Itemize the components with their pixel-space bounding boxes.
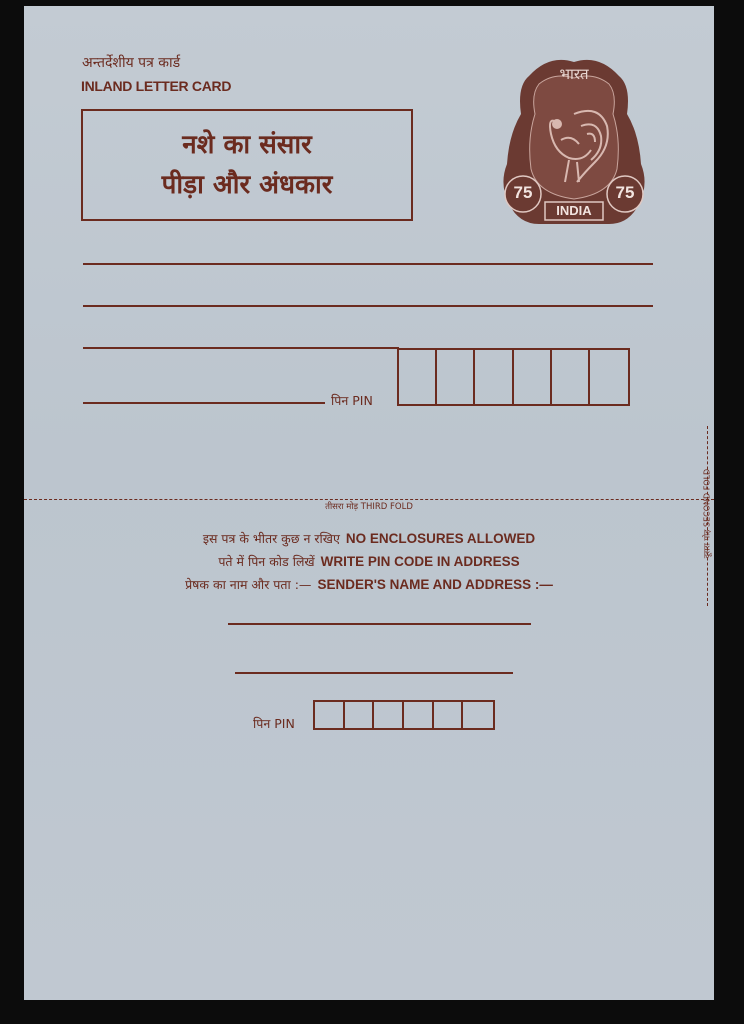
instruction-line-2	[24, 553, 714, 570]
stamp-country-english: INDIA	[556, 203, 592, 218]
inland-letter-card	[24, 6, 714, 1000]
pin-box[interactable]	[475, 350, 513, 404]
instruction-2-hindi: पते में पिन कोड लिखें	[218, 554, 315, 569]
address-line-2	[83, 305, 653, 307]
instruction-line-1	[24, 530, 714, 547]
sender-pin-box[interactable]	[463, 702, 493, 728]
sender-pin-box[interactable]	[404, 702, 434, 728]
sender-pin-box[interactable]	[434, 702, 464, 728]
address-line-3	[83, 347, 399, 349]
card-title-english: INLAND LETTER CARD	[81, 78, 232, 94]
sender-pin-box[interactable]	[315, 702, 345, 728]
sender-pin-box[interactable]	[345, 702, 375, 728]
third-fold-line	[24, 499, 714, 500]
instruction-3-english: SENDER'S NAME AND ADDRESS :—	[317, 577, 553, 592]
postage-stamp	[499, 54, 649, 230]
sender-line-2	[235, 672, 513, 674]
pin-box[interactable]	[437, 350, 475, 404]
card-title-hindi: अन्तर्देशीय पत्र कार्ड	[82, 55, 181, 71]
instruction-1-hindi: इस पत्र के भीतर कुछ न रखिए	[202, 531, 340, 546]
address-line-4	[83, 402, 325, 404]
instruction-1-english: NO ENCLOSURES ALLOWED	[345, 531, 536, 546]
second-fold-label: दूसरा मोड़ SECOND FOLD	[702, 468, 712, 559]
pin-box[interactable]	[552, 350, 590, 404]
pin-box[interactable]	[514, 350, 552, 404]
pin-box[interactable]	[590, 350, 628, 404]
address-line-1	[83, 263, 653, 265]
pin-box[interactable]	[399, 350, 437, 404]
sender-pin-label: पिन PIN	[253, 716, 295, 731]
slogan-line-2: पीड़ा और अंधकार	[161, 170, 333, 200]
slogan-box	[81, 109, 413, 221]
instruction-3-hindi: प्रेषक का नाम और पता :—	[185, 577, 312, 592]
sender-pin-boxes[interactable]	[313, 700, 495, 730]
instruction-line-3	[24, 576, 714, 593]
sender-pin-box[interactable]	[374, 702, 404, 728]
instruction-2-english: WRITE PIN CODE IN ADDRESS	[320, 554, 520, 569]
pin-label: पिन PIN	[331, 393, 373, 408]
third-fold-label: तीसरा मोड़ THIRD FOLD	[325, 502, 413, 512]
pin-code-boxes[interactable]	[397, 348, 630, 406]
stamp-value-left: 75	[513, 183, 533, 202]
slogan-line-1: नशे का संसार	[182, 130, 312, 160]
stamp-country-hindi: भारत	[559, 65, 589, 83]
sender-line-1	[228, 623, 531, 625]
stamp-value-right: 75	[615, 183, 635, 202]
